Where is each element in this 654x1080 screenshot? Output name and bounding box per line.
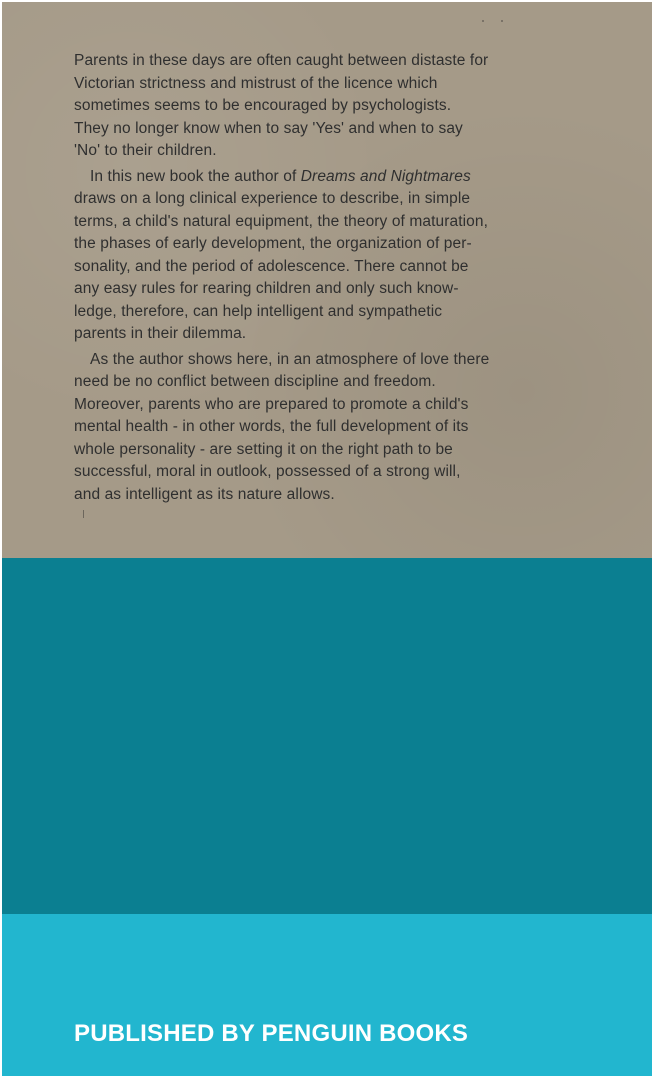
paragraph-2-prefix: In this new book the author of [90,167,301,185]
book-title-reference: Dreams and Nightmares [300,167,471,185]
book-back-cover [2,2,652,1076]
publisher-line: PUBLISHED BY PENGUIN BOOKS [74,1020,469,1047]
print-speck [83,510,84,518]
print-speck [501,20,503,22]
description-paragraph-3: As the author shows here, in an atmosphere of love there need be no conflict between discipline and freedom. Moreover, parents who are prepared to promote a child's mental health - in other words, the full development of its whole personality - are setting it on the right path to be successful, moral in outlook, possessed of a strong will, and as intelligent as its nature allows. [74,350,490,503]
book-description [74,50,532,509]
description-paragraph-1: Parents in these days are often caught between distaste for Victorian strictness and mistrust of the licence which sometimes seems to be encouraged by psychologists. They no longer know when to say 'Yes' and when to say 'No' to their children. [74,52,489,159]
description-paragraph-2 [74,166,532,346]
paragraph-2-body: draws on a long clinical experience to describe, in simple terms, a child's natural equipment, the theory of maturation, the phases of early development, the organization of per- sonality, and the period of adolescence. There cannot be any easy rules for rearing children and only such know- ledge, therefore, can help intelligent and sympathetic parents in their dilemma. [74,190,488,342]
print-speck [482,20,484,22]
bottom-color-panel [2,914,652,1076]
middle-color-panel [2,558,652,914]
